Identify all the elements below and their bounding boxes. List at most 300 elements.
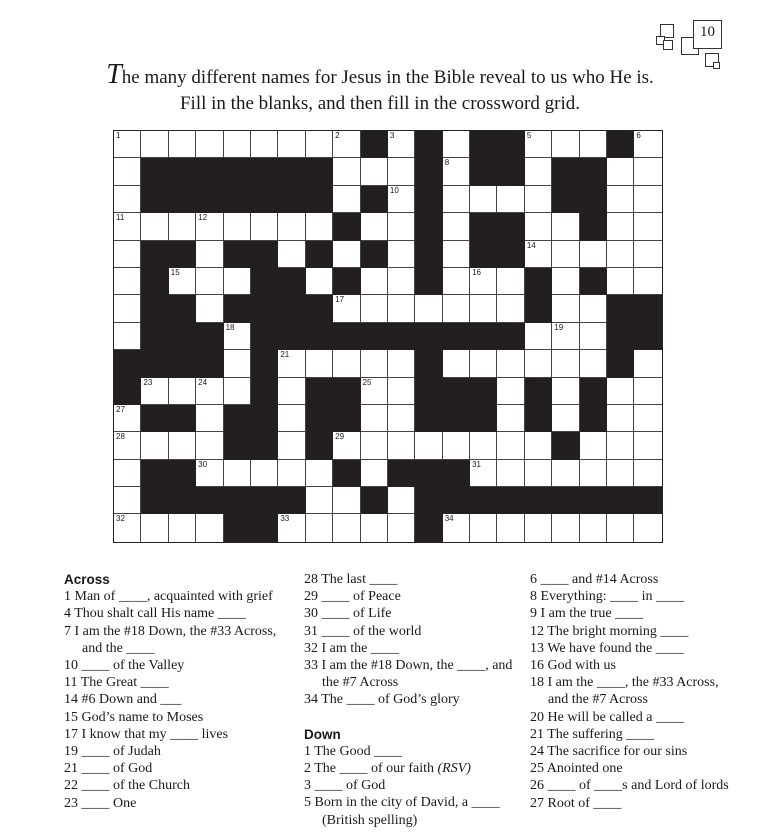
- grid-cell[interactable]: [607, 268, 634, 295]
- grid-cell[interactable]: [607, 405, 634, 432]
- grid-cell[interactable]: [470, 432, 497, 459]
- grid-cell[interactable]: [388, 514, 415, 541]
- grid-cell[interactable]: [497, 350, 524, 377]
- grid-cell[interactable]: [497, 186, 524, 213]
- block-cell: [196, 186, 223, 213]
- grid-cell[interactable]: [525, 432, 552, 459]
- grid-cell[interactable]: [114, 295, 141, 322]
- grid-cell[interactable]: [552, 295, 579, 322]
- grid-cell[interactable]: [497, 295, 524, 322]
- block-cell: [251, 186, 278, 213]
- grid-cell[interactable]: [169, 432, 196, 459]
- grid-cell[interactable]: [196, 460, 223, 487]
- grid-cell[interactable]: [278, 350, 305, 377]
- clue-item: 9 I am the true ____: [530, 606, 644, 622]
- block-cell: [443, 460, 470, 487]
- grid-cell[interactable]: [607, 460, 634, 487]
- grid-cell[interactable]: [361, 405, 388, 432]
- grid-cell[interactable]: [634, 241, 661, 268]
- grid-cell[interactable]: [552, 131, 579, 158]
- grid-cell[interactable]: [415, 432, 442, 459]
- grid-cell[interactable]: [278, 514, 305, 541]
- grid-cell[interactable]: [525, 514, 552, 541]
- block-cell: [552, 158, 579, 185]
- block-cell: [169, 295, 196, 322]
- grid-cell[interactable]: [114, 268, 141, 295]
- grid-cell[interactable]: [607, 378, 634, 405]
- grid-cell[interactable]: [552, 514, 579, 541]
- grid-cell[interactable]: [306, 131, 333, 158]
- block-cell: [470, 378, 497, 405]
- grid-cell[interactable]: [224, 350, 251, 377]
- crossword-grid: [113, 130, 663, 543]
- grid-cell[interactable]: [141, 213, 168, 240]
- clue-item: 22 ____ of the Church: [64, 778, 190, 794]
- grid-cell[interactable]: [607, 241, 634, 268]
- title-line-1: he many different names for Jesus in the Bible reveal to us who He is.: [121, 67, 654, 88]
- clue-number: 21: [280, 350, 290, 360]
- grid-cell[interactable]: [552, 241, 579, 268]
- grid-cell[interactable]: [141, 131, 168, 158]
- grid-cell[interactable]: [552, 268, 579, 295]
- grid-cell[interactable]: [388, 268, 415, 295]
- block-cell: [470, 158, 497, 185]
- grid-cell[interactable]: [278, 432, 305, 459]
- grid-cell[interactable]: [251, 213, 278, 240]
- grid-cell[interactable]: [580, 514, 607, 541]
- grid-cell[interactable]: [634, 213, 661, 240]
- clue-number: 1: [116, 131, 121, 140]
- block-cell: [415, 131, 442, 158]
- block-cell: [141, 158, 168, 185]
- block-cell: [580, 378, 607, 405]
- grid-cell[interactable]: [306, 350, 333, 377]
- clue-item: 17 I know that my ____ lives: [64, 726, 229, 742]
- block-cell: [607, 323, 634, 350]
- block-cell: [251, 378, 278, 405]
- grid-cell[interactable]: [552, 378, 579, 405]
- grid-cell[interactable]: [525, 323, 552, 350]
- grid-cell[interactable]: [169, 514, 196, 541]
- grid-cell[interactable]: [634, 186, 661, 213]
- clue-number: 10: [389, 185, 399, 195]
- grid-cell[interactable]: [361, 158, 388, 185]
- clue-item: 2 The ____ of our faith (RSV): [304, 761, 471, 777]
- grid-cell[interactable]: [361, 268, 388, 295]
- grid-cell[interactable]: [580, 241, 607, 268]
- block-cell: [224, 158, 251, 185]
- block-cell: [361, 323, 388, 350]
- block-cell: [525, 295, 552, 322]
- grid-cell[interactable]: [361, 213, 388, 240]
- grid-cell[interactable]: [580, 432, 607, 459]
- grid-cell[interactable]: [607, 186, 634, 213]
- grid-cell[interactable]: [443, 186, 470, 213]
- grid-cell[interactable]: [306, 487, 333, 514]
- clue-number: 7: [307, 158, 313, 168]
- grid-cell[interactable]: [443, 295, 470, 322]
- grid-cell[interactable]: [196, 213, 223, 240]
- block-cell: [415, 268, 442, 295]
- grid-cell[interactable]: [443, 131, 470, 158]
- clue-item: 23 ____ One: [64, 795, 137, 811]
- grid-cell[interactable]: [196, 432, 223, 459]
- block-cell: [607, 350, 634, 377]
- block-cell: [141, 350, 168, 377]
- grid-cell[interactable]: [497, 460, 524, 487]
- grid-cell[interactable]: [525, 350, 552, 377]
- grid-cell[interactable]: [388, 186, 415, 213]
- block-cell: [224, 487, 251, 514]
- grid-cell[interactable]: [470, 350, 497, 377]
- grid-cell[interactable]: [388, 213, 415, 240]
- grid-cell[interactable]: [196, 131, 223, 158]
- clue-item: 1 Man of ____, acquainted with grief: [64, 589, 273, 605]
- grid-cell[interactable]: [224, 213, 251, 240]
- clue-number: 30: [198, 459, 208, 469]
- clue-number: 11: [116, 213, 125, 223]
- block-cell: [278, 268, 305, 295]
- block-cell: [497, 131, 524, 158]
- block-cell: [361, 241, 388, 268]
- block-cell: [251, 295, 278, 322]
- grid-cell[interactable]: [634, 268, 661, 295]
- block-cell: [497, 158, 524, 185]
- clues-column-3: [530, 571, 740, 812]
- grid-cell[interactable]: [497, 432, 524, 459]
- clue-number: 23: [143, 377, 153, 387]
- grid-cell[interactable]: [278, 378, 305, 405]
- grid-cell[interactable]: [443, 432, 470, 459]
- block-cell: [580, 268, 607, 295]
- block-cell: [224, 186, 251, 213]
- grid-cell[interactable]: [169, 268, 196, 295]
- grid-cell[interactable]: [361, 432, 388, 459]
- grid-cell[interactable]: [634, 158, 661, 185]
- block-cell: [497, 213, 524, 240]
- grid-cell[interactable]: [388, 487, 415, 514]
- grid-cell[interactable]: [224, 323, 251, 350]
- clue-number: 24: [198, 377, 208, 387]
- grid-cell[interactable]: [443, 241, 470, 268]
- grid-cell[interactable]: [580, 350, 607, 377]
- block-cell: [497, 241, 524, 268]
- clue-item: 7 I am the #18 Down, the #33 Across, and the ____: [64, 623, 277, 656]
- grid-cell[interactable]: [224, 268, 251, 295]
- grid-cell[interactable]: [497, 378, 524, 405]
- clue-item: 10 ____ of the Valley: [64, 658, 185, 674]
- grid-cell[interactable]: [114, 241, 141, 268]
- grid-cell[interactable]: [114, 432, 141, 459]
- clue-item: 1 The Good ____: [304, 743, 403, 759]
- grid-cell[interactable]: [361, 378, 388, 405]
- grid-cell[interactable]: [278, 405, 305, 432]
- badge-square: [663, 40, 673, 50]
- clue-number: 25: [362, 377, 372, 387]
- grid-cell[interactable]: [470, 268, 497, 295]
- grid-cell[interactable]: [388, 131, 415, 158]
- clue-number: 27: [116, 404, 125, 414]
- block-cell: [224, 241, 251, 268]
- grid-cell[interactable]: [361, 350, 388, 377]
- grid-cell[interactable]: [552, 405, 579, 432]
- block-cell: [415, 158, 442, 185]
- grid-cell[interactable]: [196, 405, 223, 432]
- block-cell: [251, 487, 278, 514]
- grid-cell[interactable]: [580, 460, 607, 487]
- grid-cell[interactable]: [224, 131, 251, 158]
- grid-cell[interactable]: [196, 268, 223, 295]
- grid-cell[interactable]: [333, 487, 360, 514]
- clue-number: 15: [170, 267, 180, 277]
- grid-cell[interactable]: [224, 378, 251, 405]
- page-number: 10: [693, 20, 722, 49]
- block-cell: [278, 158, 305, 185]
- block-cell: [278, 323, 305, 350]
- grid-cell[interactable]: [196, 241, 223, 268]
- grid-cell[interactable]: [114, 186, 141, 213]
- block-cell: [169, 323, 196, 350]
- grid-cell[interactable]: [607, 158, 634, 185]
- block-cell: [388, 323, 415, 350]
- block-cell: [580, 405, 607, 432]
- block-cell: [141, 460, 168, 487]
- grid-cell[interactable]: [580, 323, 607, 350]
- grid-cell[interactable]: [141, 378, 168, 405]
- block-cell: [306, 158, 333, 185]
- grid-cell[interactable]: [278, 131, 305, 158]
- clue-item: 15 God’s name to Moses: [64, 709, 204, 725]
- grid-cell[interactable]: [552, 323, 579, 350]
- grid-cell[interactable]: [278, 241, 305, 268]
- grid-cell[interactable]: [169, 131, 196, 158]
- clue-item: 29 ____ of Peace: [304, 589, 401, 605]
- grid-cell[interactable]: [114, 323, 141, 350]
- block-cell: [306, 405, 333, 432]
- grid-cell[interactable]: [361, 514, 388, 541]
- block-cell: [580, 213, 607, 240]
- grid-cell[interactable]: [497, 514, 524, 541]
- block-cell: [114, 378, 141, 405]
- grid-cell[interactable]: [224, 460, 251, 487]
- grid-cell[interactable]: [443, 350, 470, 377]
- clue-number: 19: [554, 322, 564, 332]
- clue-item: 24 The sacrifice for our sins: [530, 744, 688, 760]
- grid-cell[interactable]: [634, 432, 661, 459]
- block-cell: [306, 241, 333, 268]
- block-cell: [470, 131, 497, 158]
- title-line-2: Fill in the blanks, and then fill in the crossword grid.: [179, 93, 580, 114]
- grid-cell[interactable]: [443, 268, 470, 295]
- grid-cell[interactable]: [388, 350, 415, 377]
- grid-cell[interactable]: [443, 158, 470, 185]
- grid-cell[interactable]: [580, 131, 607, 158]
- grid-cell[interactable]: [306, 213, 333, 240]
- grid-cell[interactable]: [278, 460, 305, 487]
- block-cell: [251, 241, 278, 268]
- grid-cell[interactable]: [333, 514, 360, 541]
- grid-cell[interactable]: [525, 460, 552, 487]
- clue-item: 20 He will be called a ____: [530, 709, 684, 725]
- block-cell: [470, 323, 497, 350]
- block-cell: [470, 405, 497, 432]
- block-cell: [607, 487, 634, 514]
- grid-cell[interactable]: [306, 460, 333, 487]
- block-cell: [141, 295, 168, 322]
- block-cell: [333, 460, 360, 487]
- grid-cell[interactable]: [114, 405, 141, 432]
- block-cell: [443, 378, 470, 405]
- grid-cell[interactable]: [634, 378, 661, 405]
- grid-cell[interactable]: [634, 405, 661, 432]
- grid-cell[interactable]: [169, 378, 196, 405]
- grid-cell[interactable]: [497, 405, 524, 432]
- block-cell: [415, 405, 442, 432]
- clue-item: 4 Thou shalt call His name ____: [64, 606, 246, 622]
- clue-item: 8 Everything: ____ in ____: [530, 589, 684, 605]
- grid-cell[interactable]: [388, 432, 415, 459]
- grid-cell[interactable]: [388, 241, 415, 268]
- clue-item: 27 Root of ____: [530, 795, 622, 811]
- grid-cell[interactable]: [634, 350, 661, 377]
- grid-cell[interactable]: [361, 295, 388, 322]
- block-cell: [306, 323, 333, 350]
- block-cell: [251, 405, 278, 432]
- grid-cell[interactable]: [306, 268, 333, 295]
- grid-cell[interactable]: [333, 432, 360, 459]
- clue-number: 34: [444, 514, 454, 524]
- clue-number: 12: [198, 213, 208, 223]
- block-cell: [470, 241, 497, 268]
- grid-cell[interactable]: [525, 241, 552, 268]
- block-cell: [306, 432, 333, 459]
- grid-cell[interactable]: [114, 514, 141, 541]
- clue-number: 17: [335, 295, 345, 305]
- grid-cell[interactable]: [196, 378, 223, 405]
- grid-cell[interactable]: [607, 213, 634, 240]
- clue-item: 25 Anointed one: [530, 761, 623, 777]
- grid-cell[interactable]: [278, 213, 305, 240]
- clue-item: 18 I am the ____, the #33 Across, and the #7 Across: [530, 675, 719, 708]
- block-cell: [141, 268, 168, 295]
- grid-cell[interactable]: [306, 514, 333, 541]
- block-cell: [580, 158, 607, 185]
- clue-number: 4: [472, 131, 477, 140]
- grid-cell[interactable]: [634, 460, 661, 487]
- grid-cell[interactable]: [169, 213, 196, 240]
- grid-cell[interactable]: [607, 514, 634, 541]
- grid-cell[interactable]: [607, 432, 634, 459]
- grid-cell[interactable]: [525, 186, 552, 213]
- clue-number: 14: [526, 240, 536, 250]
- block-cell: [415, 213, 442, 240]
- clue-item: 30 ____ of Life: [304, 606, 392, 622]
- block-cell: [196, 350, 223, 377]
- block-cell: [634, 295, 661, 322]
- grid-cell[interactable]: [634, 131, 661, 158]
- grid-cell[interactable]: [552, 350, 579, 377]
- grid-cell[interactable]: [333, 295, 360, 322]
- grid-cell[interactable]: [196, 514, 223, 541]
- grid-cell[interactable]: [141, 432, 168, 459]
- block-cell: [333, 268, 360, 295]
- grid-cell[interactable]: [388, 158, 415, 185]
- grid-cell[interactable]: [333, 158, 360, 185]
- grid-cell[interactable]: [251, 460, 278, 487]
- across-header: Across: [64, 572, 110, 587]
- grid-cell[interactable]: [470, 514, 497, 541]
- grid-cell[interactable]: [251, 131, 278, 158]
- block-cell: [169, 350, 196, 377]
- grid-cell[interactable]: [114, 487, 141, 514]
- grid-cell[interactable]: [114, 158, 141, 185]
- clue-number: 8: [444, 158, 450, 168]
- block-cell: [470, 487, 497, 514]
- grid-cell[interactable]: [525, 213, 552, 240]
- clue-item: 11 The Great ____: [64, 675, 169, 691]
- grid-cell[interactable]: [114, 213, 141, 240]
- grid-cell[interactable]: [470, 460, 497, 487]
- block-cell: [278, 487, 305, 514]
- grid-cell[interactable]: [634, 514, 661, 541]
- grid-cell[interactable]: [333, 186, 360, 213]
- grid-cell[interactable]: [388, 405, 415, 432]
- block-cell: [388, 460, 415, 487]
- grid-cell[interactable]: [415, 295, 442, 322]
- grid-cell[interactable]: [552, 213, 579, 240]
- block-cell: [361, 487, 388, 514]
- grid-cell[interactable]: [114, 131, 141, 158]
- grid-cell[interactable]: [388, 295, 415, 322]
- clue-number: 18: [225, 322, 235, 332]
- block-cell: [141, 323, 168, 350]
- clue-item: 32 I am the ____: [304, 640, 399, 656]
- grid-cell[interactable]: [114, 460, 141, 487]
- block-cell: [224, 432, 251, 459]
- grid-cell[interactable]: [525, 131, 552, 158]
- grid-cell[interactable]: [497, 268, 524, 295]
- block-cell: [169, 158, 196, 185]
- clue-item: 19 ____ of Judah: [64, 744, 161, 760]
- grid-cell[interactable]: [580, 295, 607, 322]
- grid-cell[interactable]: [525, 158, 552, 185]
- clue-item: 34 The ____ of God’s glory: [304, 692, 460, 708]
- clue-item: 31 ____ of the world: [304, 623, 422, 639]
- clue-number: 28: [116, 432, 125, 442]
- block-cell: [306, 378, 333, 405]
- block-cell: [443, 487, 470, 514]
- clue-number: 6: [636, 131, 641, 140]
- clue-item: 21 ____ of God: [64, 761, 153, 777]
- grid-cell[interactable]: [333, 131, 360, 158]
- block-cell: [333, 405, 360, 432]
- block-cell: [607, 131, 634, 158]
- grid-cell[interactable]: [470, 186, 497, 213]
- block-cell: [141, 241, 168, 268]
- grid-cell[interactable]: [388, 378, 415, 405]
- grid-cell[interactable]: [333, 350, 360, 377]
- grid-cell[interactable]: [470, 295, 497, 322]
- clue-item: 21 The suffering ____: [530, 726, 655, 742]
- grid-cell[interactable]: [552, 460, 579, 487]
- block-cell: [415, 350, 442, 377]
- grid-cell[interactable]: [141, 514, 168, 541]
- grid-cell[interactable]: [196, 295, 223, 322]
- grid-cell[interactable]: [443, 213, 470, 240]
- grid-cell[interactable]: [361, 460, 388, 487]
- grid-cell[interactable]: [443, 514, 470, 541]
- grid-cell[interactable]: [333, 241, 360, 268]
